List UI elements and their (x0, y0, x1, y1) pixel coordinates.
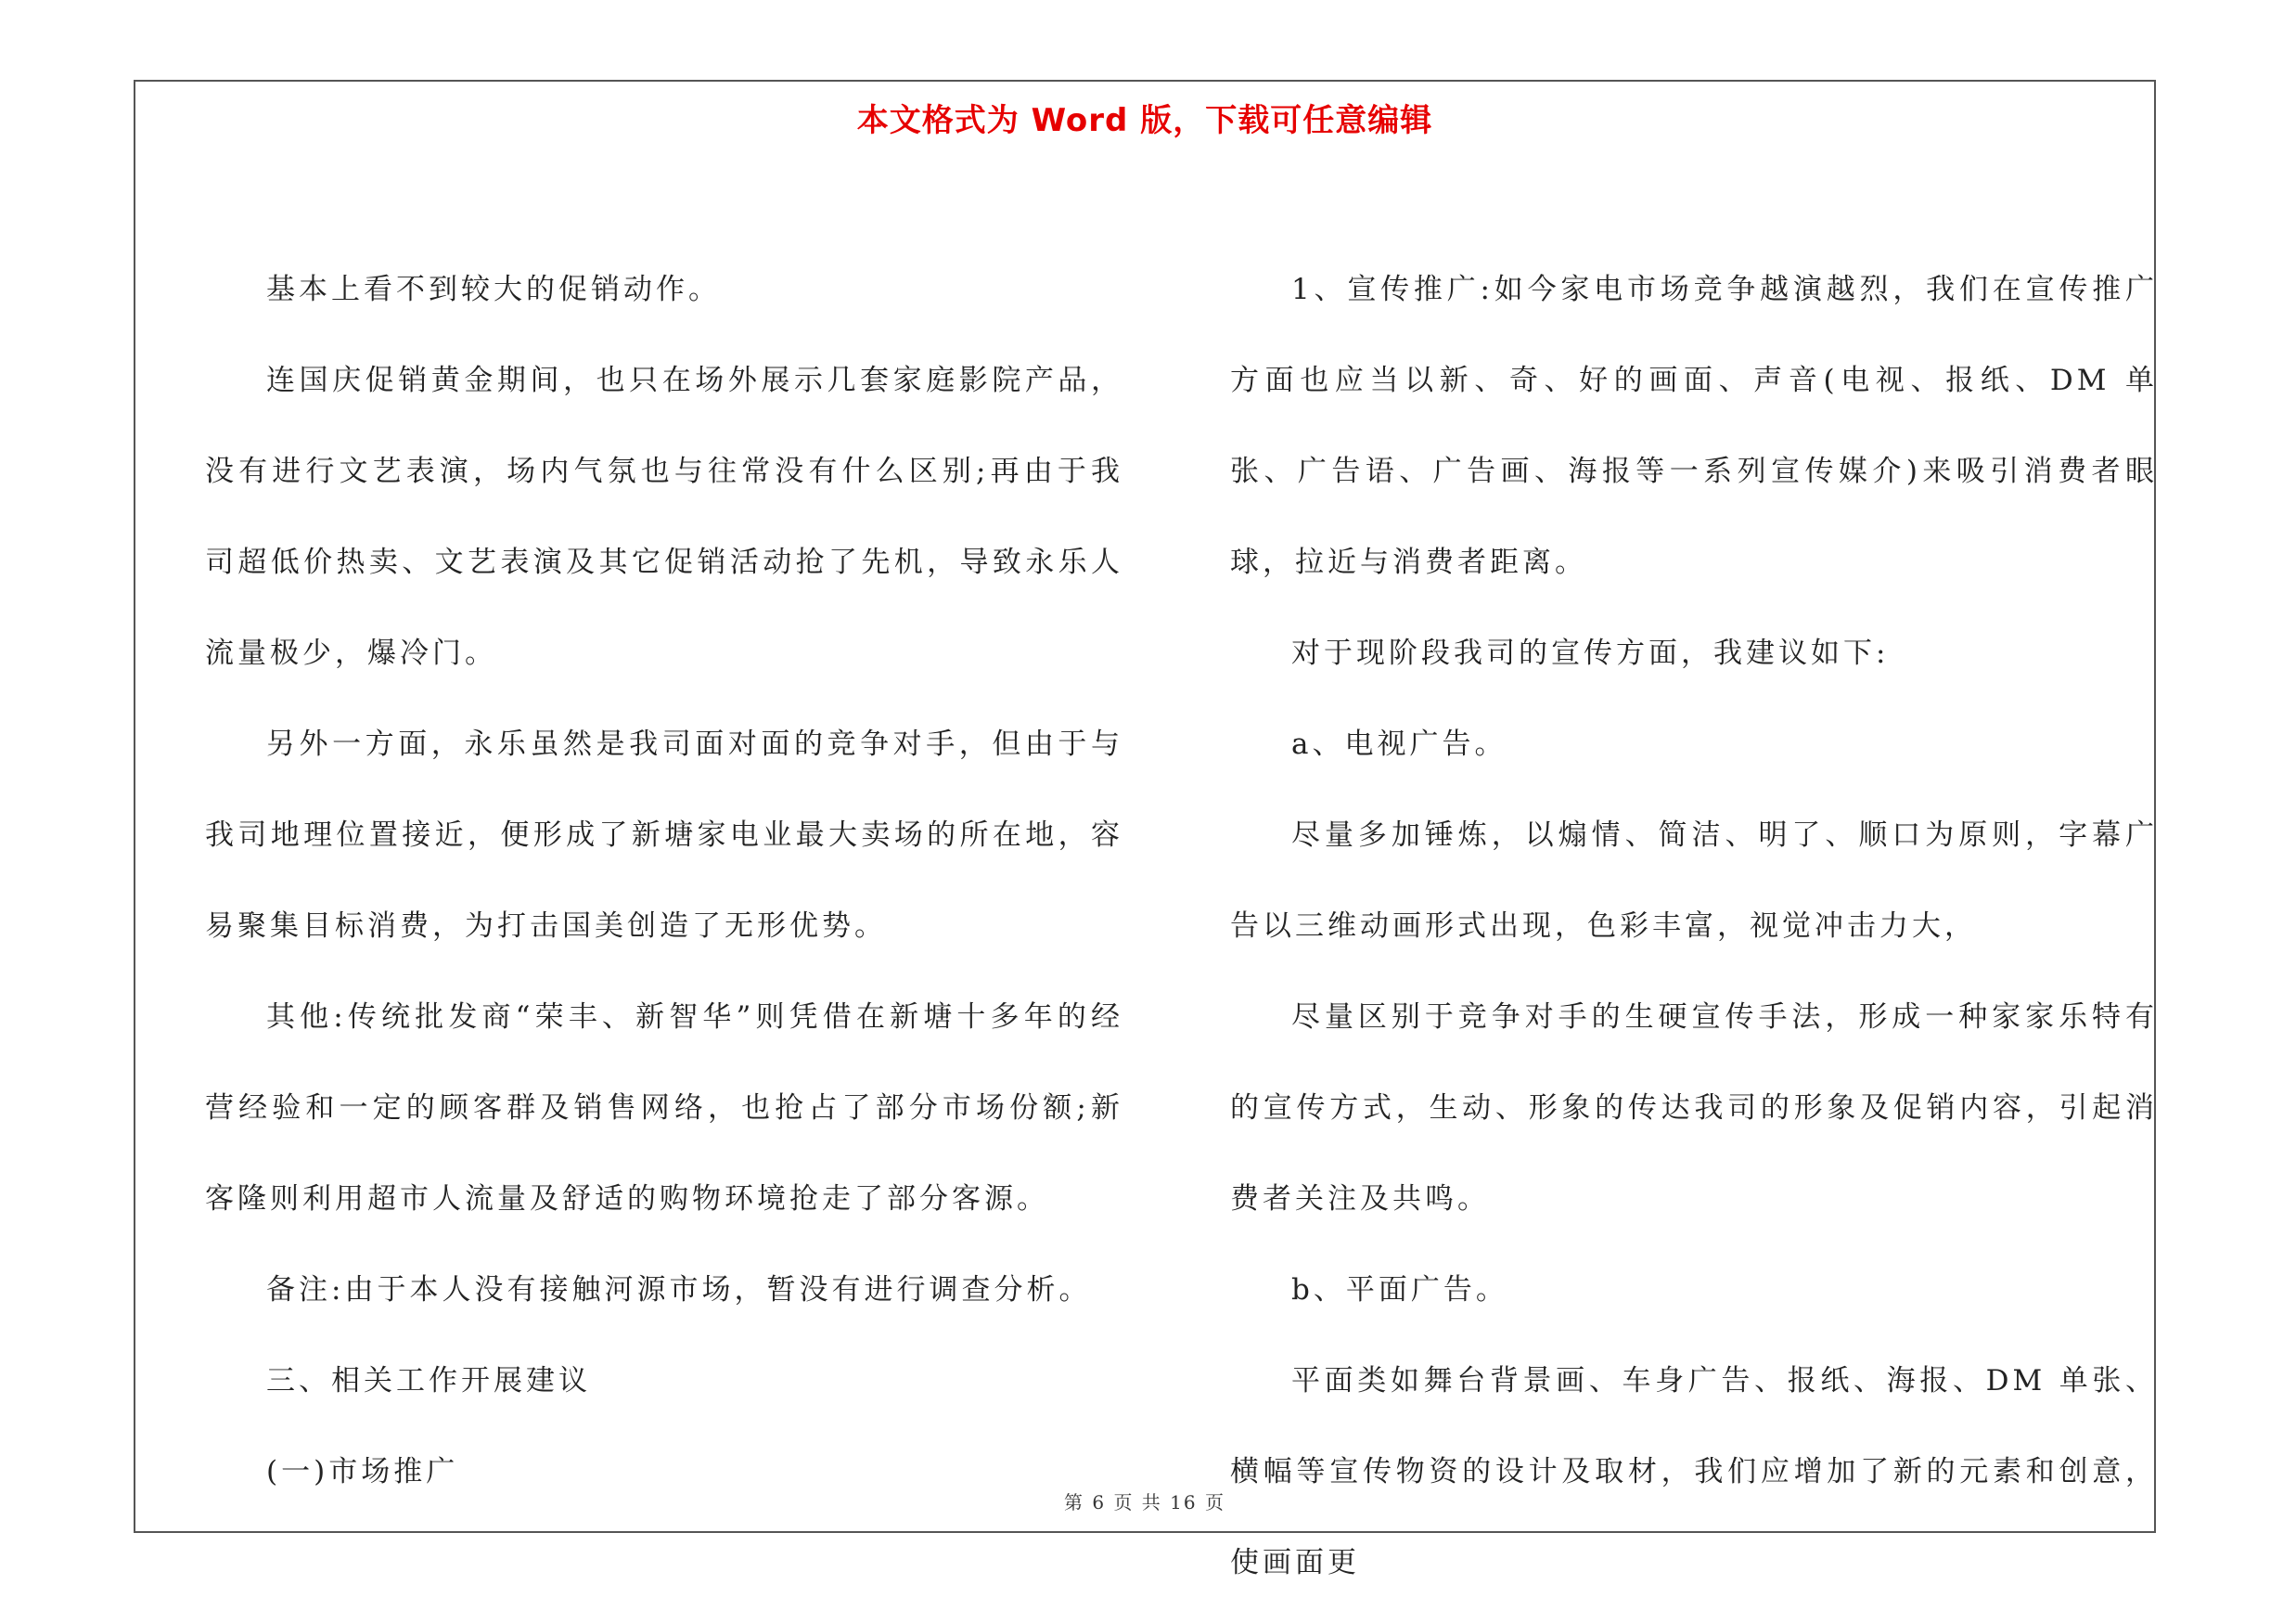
paragraph: 备注:由于本人没有接触河源市场，暂没有进行调查分析。 (266, 1273, 1092, 1307)
paragraph: 1、宣传推广:如今家电市场竞争越演越烈，我们在宣传推广方面也应当以新、奇、好的画面、声音(电视、报纸、DM 单张、广告语、广告画、海报等一系列宣传媒介)来吸引消费者眼球，拉近与消费者距离。 (1230, 273, 2158, 579)
section-heading: 三、相关工作开展建议 (266, 1364, 591, 1398)
paragraph: 其他:传统批发商“荣丰、新智华”则凭借在新塘十多年的经营经验和一定的顾客群及销售网络，也抢占了部分市场份额;新客隆则利用超市人流量及舒适的购物环境抢走了部分客源。 (205, 1000, 1123, 1216)
paragraph: 对于现阶段我司的宣传方面，我建议如下: (1291, 637, 1890, 670)
paragraph: 平面类如舞台背景画、车身广告、报纸、海报、DM 单张、横幅等宣传物资的设计及取材，我们应增加了新的元素和创意，使画面更 (1230, 1364, 2158, 1579)
document-page (134, 80, 2158, 1579)
paragraph: 尽量多加锤炼，以煽情、简洁、明了、顺口为原则，字幕广告以三维动画形式出现，色彩丰富，视觉冲击力大， (1230, 818, 2158, 943)
list-heading: b、平面广告。 (1291, 1273, 1508, 1307)
right-text-column (1230, 244, 2158, 1608)
paragraph: 尽量区别于竞争对手的生硬宣传手法，形成一种家家乐特有的宣传方式，生动、形象的传达我司的形象及促销内容，引起消费者关注及共鸣。 (1230, 1000, 2158, 1216)
left-text-column (205, 244, 1123, 1517)
subsection-heading: (一)市场推广 (266, 1455, 459, 1488)
paragraph: 基本上看不到较大的促销动作。 (266, 273, 721, 306)
paragraph: 另外一方面，永乐虽然是我司面对面的竞争对手，但由于与我司地理位置接近，便形成了新塘家电业最大卖场的所在地，容易聚集目标消费，为打击国美创造了无形优势。 (205, 728, 1123, 943)
page-number-footer: 第 6 页 共 16 页 (1064, 1491, 1225, 1514)
paragraph: 连国庆促销黄金期间，也只在场外展示几套家庭影院产品，没有进行文艺表演，场内气氛也与往常没有什么区别;再由于我司超低价热卖、文艺表演及其它促销活动抢了先机，导致永乐人流量极少，爆冷门。 (205, 364, 1123, 670)
format-notice-banner: 本文格式为 Word 版，下载可任意编辑 (856, 102, 1433, 139)
list-heading: a、电视广告。 (1291, 728, 1507, 761)
